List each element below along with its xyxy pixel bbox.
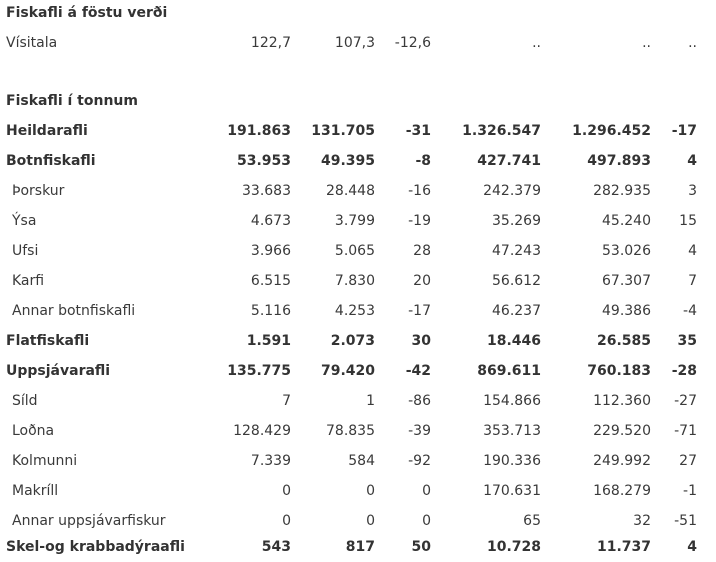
cell-2: 0 bbox=[366, 513, 375, 529]
cell-3: -12,6 bbox=[394, 35, 431, 51]
cell-1: 7 bbox=[282, 393, 291, 409]
table-row-kolmunni bbox=[0, 446, 716, 476]
cell-6: -4 bbox=[683, 303, 697, 319]
section-title: Fiskafli á föstu verði bbox=[6, 5, 168, 21]
cell-4: 242.379 bbox=[483, 183, 541, 199]
cell-4: 10.728 bbox=[486, 539, 541, 555]
cell-5: 168.279 bbox=[593, 483, 651, 499]
cell-4: 154.866 bbox=[483, 393, 541, 409]
cell-6: -1 bbox=[683, 483, 697, 499]
cell-3: -8 bbox=[415, 153, 431, 169]
cell-6: 4 bbox=[687, 153, 697, 169]
table-row-flatfiskafli bbox=[0, 326, 716, 356]
cell-3: -31 bbox=[405, 123, 431, 139]
row-label: Síld bbox=[12, 393, 38, 409]
row-label: Ufsi bbox=[12, 243, 39, 259]
cell-1: 6.515 bbox=[250, 273, 291, 289]
cell-3: 30 bbox=[411, 333, 431, 349]
row-label: Annar botnfiskafli bbox=[12, 303, 136, 319]
cell-2: 79.420 bbox=[320, 363, 375, 379]
cell-5: 229.520 bbox=[593, 423, 651, 439]
cell-3: -42 bbox=[405, 363, 431, 379]
row-label: Heildarafli bbox=[6, 123, 88, 139]
cell-2: 78.835 bbox=[326, 423, 375, 439]
cell-3: 0 bbox=[422, 483, 431, 499]
table-row-karfi bbox=[0, 266, 716, 296]
cell-2: 7.830 bbox=[334, 273, 375, 289]
table-row-heildarafli bbox=[0, 116, 716, 146]
cell-6: 15 bbox=[679, 213, 697, 229]
cell-5: 53.026 bbox=[602, 243, 651, 259]
cell-4: 353.713 bbox=[483, 423, 541, 439]
cell-1: 4.673 bbox=[250, 213, 291, 229]
row-label: Flatfiskafli bbox=[6, 333, 90, 349]
table-row-skel-og-krabbadyraafli bbox=[0, 532, 716, 562]
cell-2: 1 bbox=[366, 393, 375, 409]
table-row-ysa bbox=[0, 206, 716, 236]
cell-5: 49.386 bbox=[602, 303, 651, 319]
cell-5: 67.307 bbox=[602, 273, 651, 289]
cell-2: 131.705 bbox=[311, 123, 375, 139]
cell-1: 135.775 bbox=[227, 363, 291, 379]
row-label: Þorskur bbox=[12, 183, 65, 199]
row-label: Annar uppsjávarfiskur bbox=[12, 513, 166, 529]
cell-1: 191.863 bbox=[227, 123, 291, 139]
cell-3: -17 bbox=[408, 303, 431, 319]
cell-4: 170.631 bbox=[483, 483, 541, 499]
cell-1: 53.953 bbox=[236, 153, 291, 169]
section-heading-value bbox=[0, 0, 716, 28]
cell-1: 33.683 bbox=[242, 183, 291, 199]
cell-2: 584 bbox=[348, 453, 375, 469]
cell-3: 28 bbox=[413, 243, 431, 259]
section-heading-tonnes bbox=[0, 86, 716, 116]
cell-1: 122,7 bbox=[250, 35, 291, 51]
cell-4: 427.741 bbox=[477, 153, 541, 169]
cell-1: 0 bbox=[282, 513, 291, 529]
table-row-lodna bbox=[0, 416, 716, 446]
row-label: Kolmunni bbox=[12, 453, 78, 469]
cell-2: 2.073 bbox=[330, 333, 375, 349]
cell-6: 4 bbox=[687, 539, 697, 555]
cell-3: 50 bbox=[411, 539, 431, 555]
cell-5: 26.585 bbox=[596, 333, 651, 349]
cell-3: -19 bbox=[408, 213, 431, 229]
row-label: Uppsjávarafli bbox=[6, 363, 111, 379]
cell-2: 817 bbox=[345, 539, 375, 555]
cell-5: 11.737 bbox=[596, 539, 651, 555]
cell-4: .. bbox=[532, 35, 541, 51]
cell-1: 5.116 bbox=[250, 303, 291, 319]
table-row-annar-botnfiskafli bbox=[0, 296, 716, 326]
cell-5: 112.360 bbox=[593, 393, 651, 409]
cell-6: .. bbox=[688, 35, 697, 51]
section-title: Fiskafli í tonnum bbox=[6, 93, 138, 109]
cell-1: 128.429 bbox=[233, 423, 291, 439]
cell-1: 0 bbox=[282, 483, 291, 499]
cell-2: 107,3 bbox=[334, 35, 375, 51]
table-row-makrill bbox=[0, 476, 716, 506]
table-row-visitala bbox=[0, 28, 716, 58]
row-label: Karfi bbox=[12, 273, 45, 289]
cell-3: 0 bbox=[422, 513, 431, 529]
cell-1: 3.966 bbox=[250, 243, 291, 259]
row-label: Ýsa bbox=[12, 213, 37, 229]
cell-6: -17 bbox=[671, 123, 697, 139]
table-row-botnfiskafli bbox=[0, 146, 716, 176]
cell-4: 56.612 bbox=[492, 273, 541, 289]
cell-6: 7 bbox=[688, 273, 697, 289]
table-row-ufsi bbox=[0, 236, 716, 266]
cell-5: 32 bbox=[633, 513, 651, 529]
cell-5: 249.992 bbox=[593, 453, 651, 469]
cell-6: 4 bbox=[688, 243, 697, 259]
cell-2: 0 bbox=[366, 483, 375, 499]
cell-6: 3 bbox=[688, 183, 697, 199]
row-label: Botnfiskafli bbox=[6, 153, 96, 169]
cell-4: 190.336 bbox=[483, 453, 541, 469]
cell-4: 65 bbox=[523, 513, 541, 529]
cell-2: 3.799 bbox=[334, 213, 375, 229]
cell-4: 869.611 bbox=[477, 363, 541, 379]
cell-6: -28 bbox=[671, 363, 697, 379]
cell-3: -92 bbox=[408, 453, 431, 469]
cell-5: 45.240 bbox=[602, 213, 651, 229]
cell-6: -51 bbox=[674, 513, 697, 529]
cell-2: 28.448 bbox=[326, 183, 375, 199]
cell-3: -16 bbox=[408, 183, 431, 199]
row-label: Vísitala bbox=[6, 35, 58, 51]
cell-4: 47.243 bbox=[492, 243, 541, 259]
row-label: Makríll bbox=[12, 483, 59, 499]
cell-3: -86 bbox=[408, 393, 431, 409]
cell-4: 18.446 bbox=[486, 333, 541, 349]
table-row-thorskur bbox=[0, 176, 716, 206]
cell-1: 1.591 bbox=[246, 333, 291, 349]
cell-4: 35.269 bbox=[492, 213, 541, 229]
cell-4: 46.237 bbox=[492, 303, 541, 319]
cell-3: -39 bbox=[408, 423, 431, 439]
table-row-sild bbox=[0, 386, 716, 416]
cell-2: 4.253 bbox=[334, 303, 375, 319]
cell-1: 543 bbox=[261, 539, 291, 555]
cell-6: 35 bbox=[677, 333, 697, 349]
cell-5: 760.183 bbox=[587, 363, 651, 379]
cell-4: 1.326.547 bbox=[462, 123, 541, 139]
row-label: Loðna bbox=[12, 423, 55, 439]
cell-5: 497.893 bbox=[587, 153, 651, 169]
cell-5: 282.935 bbox=[593, 183, 651, 199]
cell-5: 1.296.452 bbox=[572, 123, 651, 139]
cell-1: 7.339 bbox=[250, 453, 291, 469]
cell-2: 5.065 bbox=[334, 243, 375, 259]
cell-6: -27 bbox=[674, 393, 697, 409]
cell-3: 20 bbox=[413, 273, 431, 289]
cell-6: 27 bbox=[679, 453, 697, 469]
cell-6: -71 bbox=[674, 423, 697, 439]
row-label: Skel-og krabbadýraafli bbox=[6, 539, 185, 555]
cell-2: 49.395 bbox=[320, 153, 375, 169]
table-row-uppsjavarafli bbox=[0, 356, 716, 386]
cell-5: .. bbox=[642, 35, 651, 51]
